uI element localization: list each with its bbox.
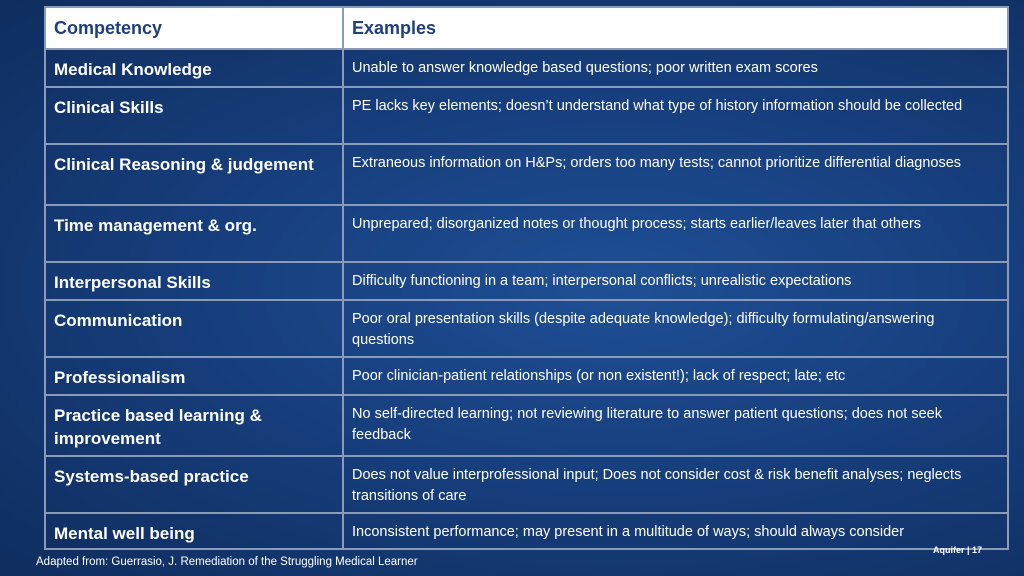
examples-cell: Unprepared; disorganized notes or thought process; starts earlier/leaves later that others	[343, 205, 1008, 262]
competency-cell: Professionalism	[45, 357, 343, 395]
brand-page-number: Aquifer | 17	[932, 545, 982, 555]
column-header-examples: Examples	[343, 7, 1008, 49]
examples-cell: Poor clinician-patient relationships (or non existent!); lack of respect; late; etc	[343, 357, 1008, 395]
examples-cell: Unable to answer knowledge based questions; poor written exam scores	[343, 49, 1008, 87]
table-row	[45, 395, 1008, 456]
table-row	[45, 87, 1008, 144]
table-header-row	[45, 7, 1008, 49]
competency-cell: Systems-based practice	[45, 456, 343, 513]
examples-cell: Extraneous information on H&Ps; orders too many tests; cannot prioritize differential diagnoses	[343, 144, 1008, 205]
table-row	[45, 144, 1008, 205]
competency-cell: Communication	[45, 300, 343, 357]
examples-cell: No self-directed learning; not reviewing literature to answer patient questions; does not seek feedback	[343, 395, 1008, 456]
table-row	[45, 262, 1008, 300]
table-row	[45, 205, 1008, 262]
competency-cell: Medical Knowledge	[45, 49, 343, 87]
competency-cell: Clinical Skills	[45, 87, 343, 144]
examples-cell: Does not value interprofessional input; Does not consider cost & risk benefit analyses; neglects transitions of care	[343, 456, 1008, 513]
table-row	[45, 49, 1008, 87]
competency-cell: Mental well being	[45, 513, 343, 549]
table-row	[45, 300, 1008, 357]
competency-cell: Clinical Reasoning & judgement	[45, 144, 343, 205]
table-row	[45, 357, 1008, 395]
column-header-competency: Competency	[45, 7, 343, 49]
competency-table	[44, 6, 1009, 550]
competency-cell: Interpersonal Skills	[45, 262, 343, 300]
examples-cell: Difficulty functioning in a team; interpersonal conflicts; unrealistic expectations	[343, 262, 1008, 300]
table-row	[45, 513, 1008, 549]
table-row	[45, 456, 1008, 513]
source-citation: Adapted from: Guerrasio, J. Remediation of the Struggling Medical Learner	[36, 556, 418, 568]
examples-cell: PE lacks key elements; doesn’t understand what type of history information should be collected	[343, 87, 1008, 144]
examples-cell: Poor oral presentation skills (despite adequate knowledge); difficulty formulating/answering questions	[343, 300, 1008, 357]
examples-cell: Inconsistent performance; may present in a multitude of ways; should always consider	[343, 513, 1008, 549]
competency-cell: Practice based learning & improvement	[45, 395, 343, 456]
competency-cell: Time management & org.	[45, 205, 343, 262]
